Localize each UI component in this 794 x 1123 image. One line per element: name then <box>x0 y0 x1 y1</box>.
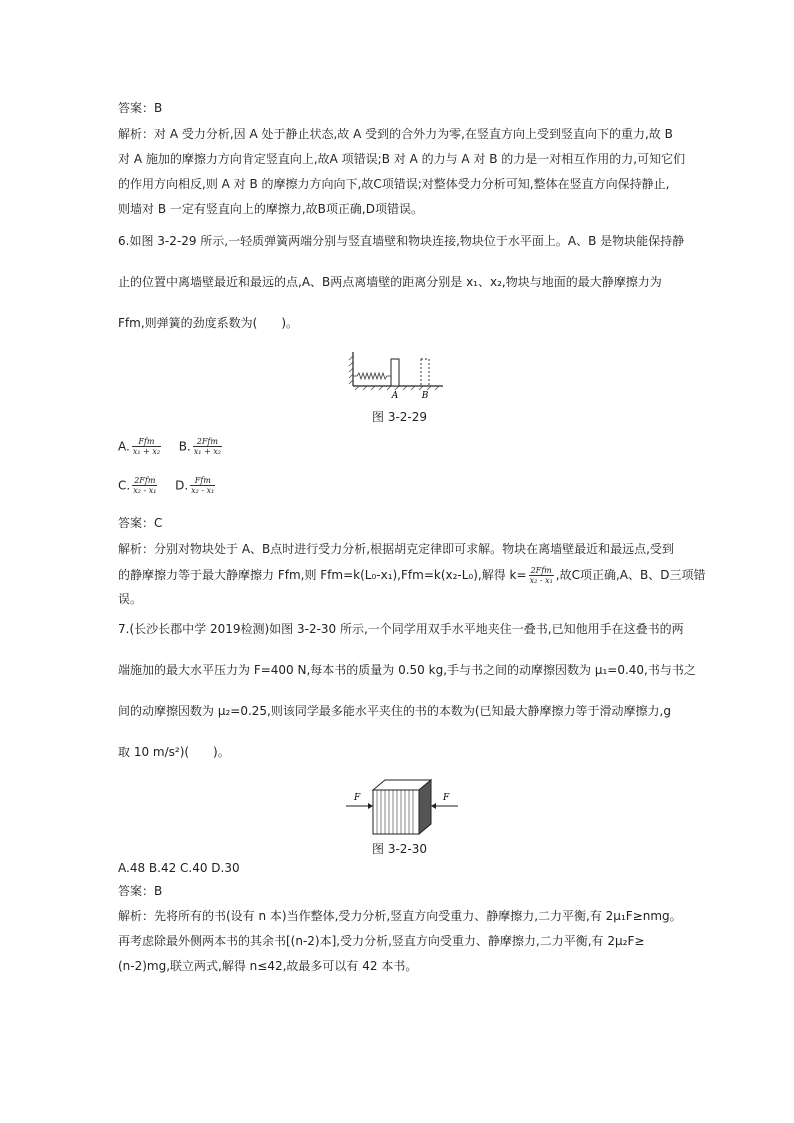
book-stack-figure <box>340 776 470 838</box>
point-b-label: B <box>421 391 429 401</box>
force-left-label: F <box>354 793 361 803</box>
option-b-fraction <box>193 437 222 456</box>
option-d[interactable] <box>175 476 217 495</box>
option-a[interactable] <box>118 437 167 456</box>
q6-answer: 答案：C <box>118 516 163 530</box>
spring-block-figure <box>345 350 445 402</box>
q5-analysis-line-2: 对 A 施加的摩擦力方向肯定竖直向上,故A 项错误;B 对 A 的力与 A 对 B 的力是一对相互作用的力,可知它们 <box>118 152 686 166</box>
q5-analysis-line-4: 则墙对 B 一定有竖直向上的摩擦力,故B项正确,D项错误。 <box>118 202 423 216</box>
option-d-label: D. <box>175 478 189 493</box>
spring-constant-fraction <box>529 566 554 585</box>
q7-stem-line-1: 7.(长沙长郡中学 2019检测)如图 3-2-30 所示,一个同学用双手水平地夹住一叠书,已知他用手在这叠书的两 <box>118 622 684 636</box>
q5-analysis-line-3: 的作用方向相反,则 A 对 B 的摩擦力方向向下,故C项错误;对整体受力分析可知,整体在竖直方向保持静止, <box>118 177 670 191</box>
option-b-label: B. <box>178 439 191 454</box>
option-c-numerator: 2Ffm <box>134 476 156 485</box>
q7-analysis-line-3: (n-2)mg,联立两式,解得 n≤42,故最多可以有 42 本书。 <box>118 959 418 973</box>
figure-caption-3-2-30: 图 3-2-30 <box>372 842 428 856</box>
option-a-fraction <box>132 437 161 456</box>
q6-analysis-line-3: 误。 <box>118 592 143 606</box>
q7-answer: 答案：B <box>118 884 163 898</box>
q7-stem-line-3: 间的动摩擦因数为 μ₂=0.25,则该同学最多能水平夹住的书的本数为(已知最大静摩擦力等于滑动摩擦力,g <box>118 704 671 718</box>
spring-constant-numerator: 2Ffm <box>530 566 552 575</box>
option-c-denominator: x₂ - x₁ <box>133 486 157 495</box>
option-d-numerator: Ffm <box>194 476 211 485</box>
q6-analysis-line-2 <box>118 566 706 585</box>
option-b-numerator: 2Ffm <box>196 437 218 446</box>
q5-answer: 答案：B <box>118 101 163 115</box>
figure-caption-3-2-29: 图 3-2-29 <box>372 410 428 424</box>
option-c[interactable] <box>118 476 163 495</box>
q6-analysis-line-2-tail: ,故C项正确,A、B、D三项错 <box>555 568 706 582</box>
option-a-denominator: x₁ + x₂ <box>132 447 161 456</box>
option-a-numerator: Ffm <box>138 437 155 446</box>
q6-options-row-2 <box>118 476 217 495</box>
q7-analysis-line-2: 再考虑除最外侧两本书的其余书[(n-2)本],受力分析,竖直方向受重力、静摩擦力,二力平衡,有 2μ₂F≥ <box>118 934 645 948</box>
option-d-denominator: x₂ - x₁ <box>191 486 215 495</box>
option-b-denominator: x₁ + x₂ <box>193 447 221 456</box>
q6-stem-line-1: 6.如图 3-2-29 所示,一轻质弹簧两端分别与竖直墙壁和物块连接,物块位于水平面上。A、B 是物块能保持静 <box>118 234 685 248</box>
q7-analysis-line-1: 解析：先将所有的书(设有 n 本)当作整体,受力分析,竖直方向受重力、静摩擦力,二力平衡,有 2μ₁F≥nmg。 <box>118 909 682 923</box>
point-a-label: A <box>391 391 399 401</box>
q6-stem-line-3: Ffm,则弹簧的劲度系数为( )。 <box>118 316 298 330</box>
option-d-fraction <box>190 476 215 495</box>
option-c-fraction <box>132 476 157 495</box>
q6-options-row-1 <box>118 437 224 456</box>
force-right-label: F <box>443 793 450 803</box>
option-a-label: A. <box>118 439 130 454</box>
q5-analysis-line-1: 解析：对 A 受力分析,因 A 处于静止状态,故 A 受到的合外力为零,在竖直方向上受到竖直向下的重力,故 B <box>118 127 673 141</box>
option-c-label: C. <box>118 478 131 493</box>
spring-constant-denominator: x₂ - x₁ <box>529 576 553 585</box>
q6-analysis-line-1: 解析：分别对物块处于 A、B点时进行受力分析,根据胡克定律即可求解。物块在离墙壁最近和最远点,受到 <box>118 542 674 556</box>
option-b[interactable] <box>178 437 224 456</box>
q7-stem-line-2: 端施加的最大水平压力为 F=400 N,每本书的质量为 0.50 kg,手与书之间的动摩擦因数为 μ₁=0.40,书与书之 <box>118 663 696 677</box>
q6-analysis-line-2-text: 的静摩擦力等于最大静摩擦力 Ffm,则 Ffm=k(L₀-x₁),Ffm=k(x₂-L₀),解得 k= <box>118 568 527 582</box>
q7-stem-line-4: 取 10 m/s²)( )。 <box>118 745 230 759</box>
q7-options[interactable]: A.48 B.42 C.40 D.30 <box>118 861 240 875</box>
q6-stem-line-2: 止的位置中离墙壁最近和最远的点,A、B两点离墙壁的距离分别是 x₁、x₂,物块与地面的最大静摩擦力为 <box>118 275 662 289</box>
